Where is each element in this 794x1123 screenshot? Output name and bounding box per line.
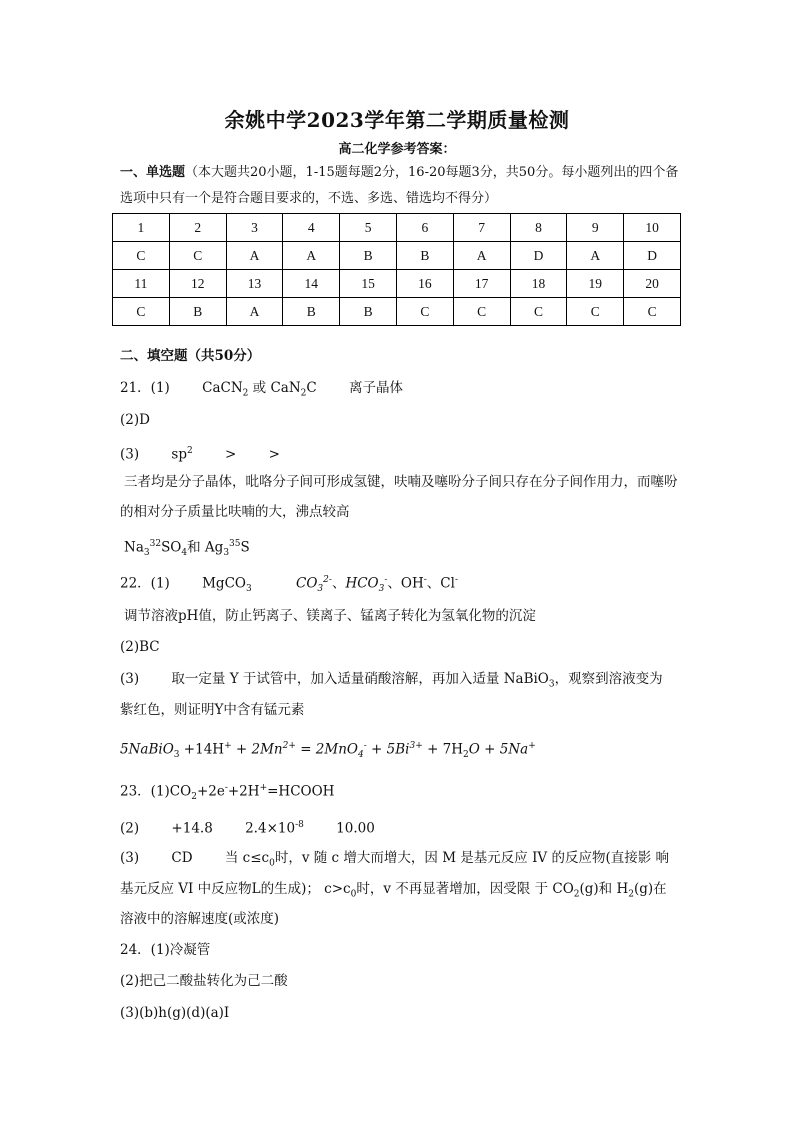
q23-p3-number: (3) [120, 850, 140, 866]
table-cell: C [113, 242, 170, 270]
q22-p3-text1: 取一定量 Y 于试管中，加入适量硝酸溶解，再加入适量 NaBiO [171, 671, 549, 687]
q23-p1-b-sup: - [224, 783, 228, 793]
table-cell: 1 [113, 214, 170, 242]
q22-ion1-sup: 2- [323, 575, 332, 585]
table-cell: C [113, 298, 170, 326]
q22-ion1-sub: 3 [317, 584, 324, 595]
table-cell: B [340, 242, 397, 270]
q21-p1-number: 21．(1) [120, 380, 170, 396]
table-cell: B [169, 298, 226, 326]
q23-p1-d: =HCOOH [267, 783, 335, 800]
q21-p4-b-end: S [240, 539, 250, 556]
q21-p4-a-sub2: 4 [181, 548, 188, 559]
eq-term1-sub: 3 [173, 750, 180, 761]
table-row [113, 298, 681, 326]
section1-heading: 一、单选题 [120, 165, 186, 180]
table-cell: A [567, 242, 624, 270]
table-cell: C [624, 298, 681, 326]
q21-p3-number: (3) [120, 446, 140, 463]
table-cell: A [226, 298, 283, 326]
section2-heading: 二、填空题（共50分） [120, 348, 261, 364]
q21-part1 [120, 378, 680, 404]
table-cell: D [624, 242, 681, 270]
q23-part3-cont2: 溶液中的溶解速度(或浓度) [120, 911, 280, 927]
q21-formula-a-sub: 2 [242, 388, 249, 399]
q22-equation [120, 736, 680, 765]
table-cell: 20 [624, 270, 681, 298]
table-cell: 3 [226, 214, 283, 242]
table-cell: 19 [567, 270, 624, 298]
table-cell: C [169, 242, 226, 270]
table-cell: 7 [453, 214, 510, 242]
table-cell: 16 [396, 270, 453, 298]
q23-p1-c-sup: + [259, 783, 268, 793]
q21-part3 [120, 441, 680, 465]
q23-p3-text2: 基元反应 VI 中反应物L的生成)； c>c [120, 881, 351, 897]
q22-part3 [120, 669, 680, 695]
answer-table [112, 213, 681, 326]
table-cell: 2 [169, 214, 226, 242]
table-cell: 14 [283, 270, 340, 298]
q23-p3-text1-sub: 0 [269, 858, 275, 869]
table-cell: 12 [169, 270, 226, 298]
q23-p3-text2-mid2: (g)和 H [579, 881, 629, 897]
q23-p1-b: +2e [196, 783, 225, 800]
table-cell: C [510, 298, 567, 326]
table-cell: D [510, 242, 567, 270]
q23-enthalpy: +14.8 [171, 820, 213, 837]
q22-formula: MgCO [202, 575, 246, 592]
table-row [113, 214, 681, 242]
q22-oh-sup: - [423, 575, 427, 585]
q24-part2: (2)把己二酸盐转化为己二酸 [120, 973, 288, 989]
table-cell: 15 [340, 270, 397, 298]
table-cell: 9 [567, 214, 624, 242]
q21-p4-and: 和 Ag [187, 539, 224, 556]
table-cell: 18 [510, 270, 567, 298]
q21-or: 或 [248, 380, 271, 396]
table-cell: A [226, 242, 283, 270]
q23-part3-cont1 [120, 879, 680, 905]
q22-oh: 、OH [387, 575, 424, 592]
table-cell: 8 [510, 214, 567, 242]
eq-term7-sup: + [528, 741, 536, 751]
eq-term5-sup: 3+ [409, 741, 423, 751]
table-cell: A [453, 242, 510, 270]
table-row [113, 242, 681, 270]
q23-part2 [120, 815, 680, 839]
eq-term6-sub: 2 [463, 750, 469, 761]
table-cell: C [567, 298, 624, 326]
page-title: 余姚中学2023学年第二学期质量检测 [224, 108, 570, 132]
q22-ion2-sup: - [384, 575, 388, 585]
q24-part1: 24．(1)冷凝管 [120, 942, 211, 958]
q22-p3-text1-sub: 3 [548, 679, 555, 690]
eq-term6: + 7H [422, 741, 464, 758]
table-cell: 5 [340, 214, 397, 242]
q21-hybridization: sp [171, 446, 187, 463]
eq-term4: = 2MnO [295, 741, 358, 758]
q22-sep: 、 [331, 575, 346, 592]
q23-choice: CD [171, 850, 193, 866]
q21-part2: (2)D [120, 412, 150, 428]
table-cell: 11 [113, 270, 170, 298]
table-cell: 17 [453, 270, 510, 298]
q21-formula-b-end: C [306, 380, 317, 396]
eq-term5: + 5Bi [366, 741, 410, 758]
q22-p3-text1-end: ，观察到溶液变为 [554, 671, 663, 687]
q22-cl-sup: - [454, 575, 458, 585]
q22-ion2: HCO [345, 575, 379, 592]
table-cell: 13 [226, 270, 283, 298]
table-cell: B [283, 298, 340, 326]
table-row [113, 270, 681, 298]
q21-formula-b: CaN [270, 380, 301, 396]
q21-p4-b-sub: 3 [223, 548, 230, 559]
table-cell: C [396, 298, 453, 326]
table-cell: B [396, 242, 453, 270]
q21-gt2: > [268, 446, 280, 463]
q22-part1 [120, 570, 680, 599]
q23-p2-number: (2) [120, 820, 140, 837]
table-cell: 10 [624, 214, 681, 242]
table-cell: 4 [283, 214, 340, 242]
q23-p1-a: 23．(1)CO [120, 783, 192, 800]
page-subtitle: 高二化学参考答案： [338, 142, 456, 157]
q21-formula-a: CaCN [202, 380, 243, 396]
q24-part3: (3)(b)h(g)(d)(a)I [120, 1005, 230, 1021]
q22-ion1: CO [296, 575, 318, 592]
q22-explanation: 调节溶液pH值，防止钙离子、镁离子、锰离子转化为氢氧化物的沉淀 [124, 608, 536, 624]
q23-p3-text2-sub3: 2 [628, 889, 634, 900]
table-cell: A [283, 242, 340, 270]
eq-term3-sup: 2+ [282, 741, 296, 751]
q21-p4-a-sub: 3 [143, 548, 150, 559]
eq-term2-sup: + [224, 741, 232, 751]
q21-p4-b-sup: 35 [229, 539, 241, 549]
eq-term4-sup: - [363, 741, 367, 751]
q23-constant-sup: -8 [295, 820, 304, 830]
q23-p1-c: +2H [227, 783, 260, 800]
q22-p1-number: 22．(1) [120, 575, 170, 592]
q23-part1 [120, 778, 680, 807]
q21-p4-a: Na [124, 539, 144, 556]
q21-explanation: 三者均是分子晶体，吡咯分子间可形成氢键，呋喃及噻吩分子间只存在分子间作用力，而噻吩的相对分子质量比呋喃的大，沸点较高 [120, 474, 678, 520]
q23-p3-text2-end: (g)在 [633, 881, 667, 897]
q23-value: 10.00 [336, 820, 375, 837]
eq-term4-sub: 4 [357, 750, 364, 761]
table-cell: B [340, 298, 397, 326]
q21-formula-b-sub: 2 [300, 388, 307, 399]
q23-part3 [120, 848, 680, 874]
q23-p3-text2-sub: 0 [350, 889, 357, 900]
q22-formula-sub: 3 [245, 584, 252, 595]
q23-p3-text2-mid: 时，v 不再显著增加，因受限 于 CO [356, 881, 574, 897]
q22-ion2-sub: 3 [378, 584, 385, 595]
q21-p4-a-end: SO [161, 539, 182, 556]
eq-term3: + 2Mn [231, 741, 283, 758]
q21-p4-a-sup: 32 [149, 539, 162, 549]
table-cell: 6 [396, 214, 453, 242]
eq-term2: +14H [179, 741, 225, 758]
section1-instruction-text: （本大题共20小题，1-15题每题2分，16-20每题3分，共50分。每小题列出的四个备选项中只有一个是符合题目要求的，不选、多选、错选均不得分） [120, 165, 679, 206]
q22-part2: (2)BC [120, 639, 160, 655]
q23-p3-text2-sub2: 2 [573, 889, 580, 900]
eq-term7: O + 5Na [468, 741, 529, 758]
eq-term1: 5NaBiO [120, 741, 174, 758]
q21-hybridization-sup: 2 [187, 446, 193, 456]
q21-part4 [120, 534, 684, 563]
section1-instructions [120, 160, 680, 212]
q21-crystal-type: 离子晶体 [349, 380, 404, 396]
q23-p3-text1-end: 时，v 随 c 增大而增大，因 M 是基元反应 IV 的反应物(直接影 响 [274, 850, 670, 866]
q22-part3-cont: 紫红色，则证明Y中含有锰元素 [120, 702, 305, 718]
q21-gt1: > [225, 446, 237, 463]
q23-p1-a-sub: 2 [191, 792, 197, 803]
q22-cl: 、Cl [426, 575, 455, 592]
q23-p3-text1: 当 c≤c [224, 850, 270, 866]
table-cell: C [453, 298, 510, 326]
q23-constant: 2.4×10 [245, 820, 296, 837]
q22-p3-number: (3) [120, 671, 140, 687]
